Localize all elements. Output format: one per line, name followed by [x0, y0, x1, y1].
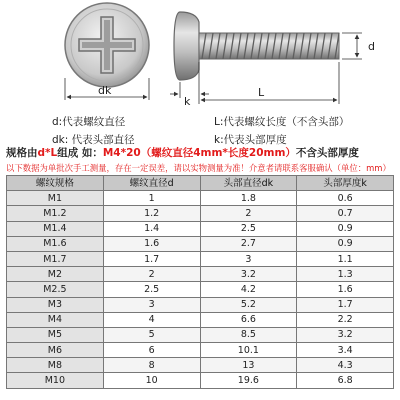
spec-middle: 组成 如：	[57, 147, 103, 159]
spec-line	[6, 145, 400, 160]
cell-d: 5	[103, 327, 200, 342]
cell-dk: 1.8	[200, 191, 297, 206]
cell-dk: 5.2	[200, 297, 297, 312]
cell-spec: M8	[7, 358, 104, 373]
spec-suffix: 不含头部厚度	[295, 147, 359, 159]
cell-spec: M1	[7, 191, 104, 206]
cell-dk: 19.6	[200, 373, 297, 388]
cell-d: 1	[103, 191, 200, 206]
cell-spec: M2.5	[7, 282, 104, 297]
cell-d: 6	[103, 343, 200, 358]
cell-k: 1.6	[297, 282, 394, 297]
cell-k: 0.9	[297, 236, 394, 251]
cell-dk: 2	[200, 206, 297, 221]
cell-spec: M5	[7, 327, 104, 342]
cell-d: 10	[103, 373, 200, 388]
table-row	[7, 297, 394, 312]
cell-dk: 13	[200, 358, 297, 373]
cell-k: 0.6	[297, 191, 394, 206]
cell-k: 3.4	[297, 343, 394, 358]
spec-prefix: 规格由	[6, 147, 38, 159]
cell-spec: M2	[7, 267, 104, 282]
cell-spec: M1.2	[7, 206, 104, 221]
cell-dk: 3	[200, 251, 297, 266]
cell-d: 1.7	[103, 251, 200, 266]
header-head-diameter: 头部直径dk	[200, 176, 297, 191]
table-row	[7, 267, 394, 282]
cell-d: 1.4	[103, 221, 200, 236]
screw-head-top-view	[65, 3, 149, 87]
table-row	[7, 358, 394, 373]
table-header-row	[7, 176, 394, 191]
measurement-note: 以下数据为单批次手工测量，存在一定误差，请以实物测量为准！介意者请联系客服确认（单位：mm）	[6, 163, 391, 173]
cell-d: 8	[103, 358, 200, 373]
spec-formula: d*L	[37, 147, 58, 159]
cell-dk: 10.1	[200, 343, 297, 358]
table-row	[7, 251, 394, 266]
cell-k: 1.1	[297, 251, 394, 266]
d-label: d	[368, 40, 375, 53]
cell-k: 0.7	[297, 206, 394, 221]
cell-spec: M10	[7, 373, 104, 388]
spec-table	[6, 175, 394, 389]
table-row	[7, 236, 394, 251]
legend-k: k:代表头部厚度	[214, 134, 287, 146]
table-row	[7, 191, 394, 206]
cell-d: 2.5	[103, 282, 200, 297]
table-row	[7, 327, 394, 342]
cell-dk: 2.5	[200, 221, 297, 236]
legend-d: d:代表螺纹直径	[52, 116, 126, 128]
cell-d: 2	[103, 267, 200, 282]
header-thread-spec: 螺纹规格	[7, 176, 104, 191]
cell-k: 0.9	[297, 221, 394, 236]
table-row	[7, 206, 394, 221]
table-row	[7, 282, 394, 297]
cell-d: 1.2	[103, 206, 200, 221]
L-dimension	[201, 62, 339, 104]
cell-spec: M1.4	[7, 221, 104, 236]
cell-dk: 3.2	[200, 267, 297, 282]
cell-k: 1.3	[297, 267, 394, 282]
spec-example: M4*20（螺纹直径4mm*长度20mm）	[102, 147, 296, 159]
cell-d: 4	[103, 312, 200, 327]
d-dimension	[342, 33, 375, 59]
legend	[0, 110, 400, 150]
header-thread-diameter: 螺纹直径d	[103, 176, 200, 191]
cell-k: 6.8	[297, 373, 394, 388]
cell-spec: M4	[7, 312, 104, 327]
cell-spec: M1.7	[7, 251, 104, 266]
table-row	[7, 312, 394, 327]
cell-dk: 2.7	[200, 236, 297, 251]
cell-k: 2.2	[297, 312, 394, 327]
cell-dk: 8.5	[200, 327, 297, 342]
cell-k: 1.7	[297, 297, 394, 312]
header-head-thickness: 头部厚度k	[297, 176, 394, 191]
cell-k: 3.2	[297, 327, 394, 342]
cell-k: 4.3	[297, 358, 394, 373]
cell-dk: 6.6	[200, 312, 297, 327]
legend-L: L:代表螺纹长度（不含头部）	[214, 116, 350, 128]
dk-label: dk	[98, 84, 112, 97]
cell-dk: 4.2	[200, 282, 297, 297]
table-row	[7, 221, 394, 236]
screw-diagram	[0, 0, 400, 110]
cell-d: 1.6	[103, 236, 200, 251]
table-row	[7, 343, 394, 358]
cell-spec: M6	[7, 343, 104, 358]
L-label: L	[258, 86, 265, 99]
cell-spec: M3	[7, 297, 104, 312]
cell-spec: M1.6	[7, 236, 104, 251]
table-row	[7, 373, 394, 388]
k-label: k	[184, 95, 191, 108]
cell-d: 3	[103, 297, 200, 312]
legend-dk: dk: 代表头部直径	[52, 134, 135, 146]
